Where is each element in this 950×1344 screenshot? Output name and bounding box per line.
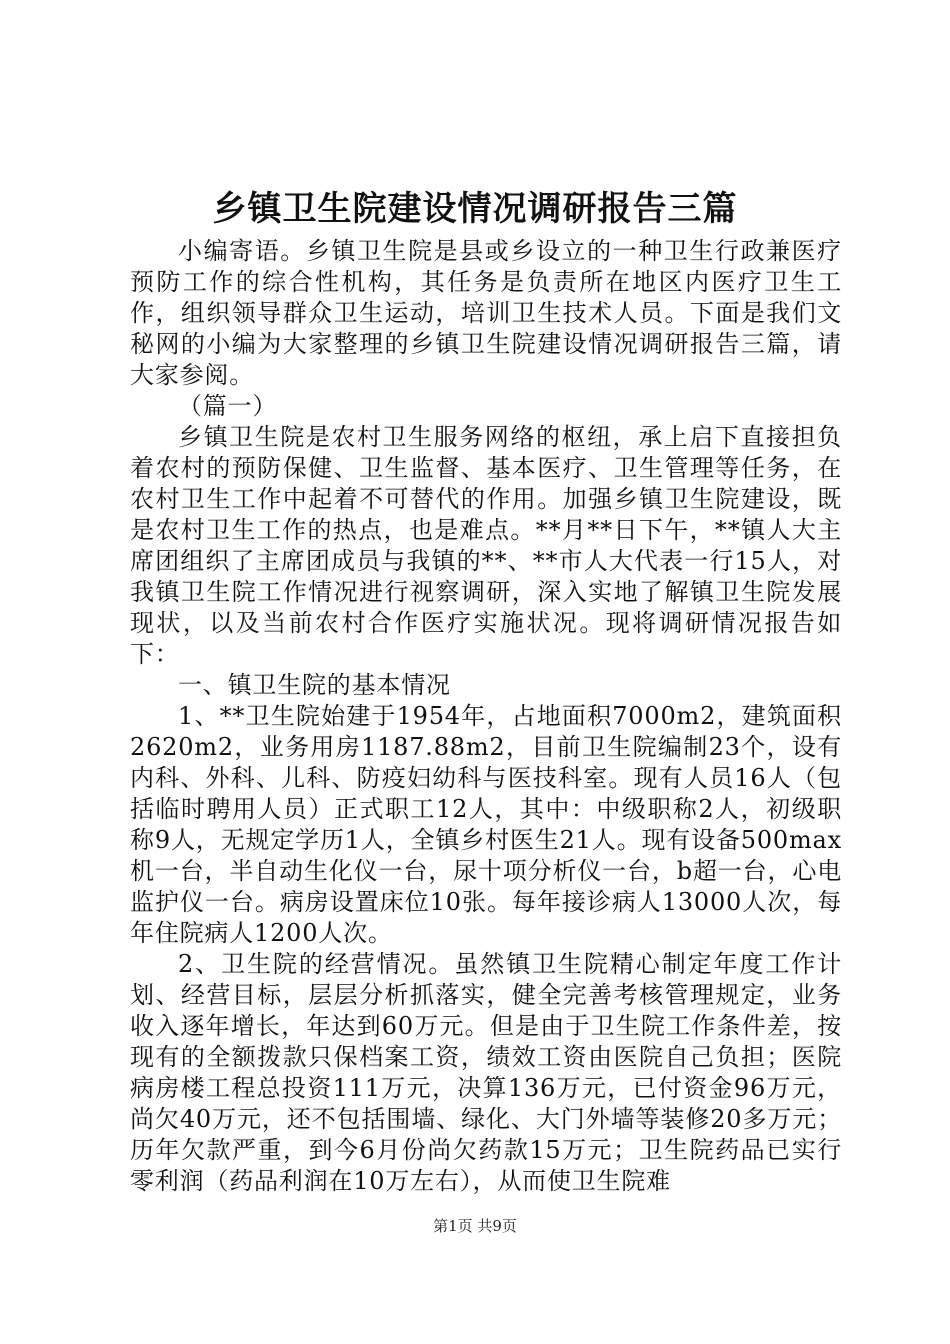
paragraph-operations: 2、卫生院的经营情况。虽然镇卫生院精心制定年度工作计划、经营目标，层层分析抓落实，健全完善考核管理规定，业务收入逐年增长，年达到60万元。但是由于卫生院工作条件差，按现有的全额拨款只保档案工资，绩效工资由医院自己负担；医院病房楼工程总投资111万元，决算136万元，已付资金96万元，尚欠40万元，还不包括围墙、绿化、大门外墙等装修20多万元；历年欠款严重，到今6月份尚欠药款15万元；卫生院药品已实行零利润（药品利润在10万左右），从而使卫生院难 <box>130 950 842 1195</box>
document-body <box>130 236 842 1197</box>
paragraph-intro: 小编寄语。乡镇卫生院是县或乡设立的一种卫生行政兼医疗预防工作的综合性机构，其任务是负责所在地区内医疗卫生工作，组织领导群众卫生运动，培训卫生技术人员。下面是我们文秘网的小编为大家整理的乡镇卫生院建设情况调研报告三篇，请大家参阅。 <box>130 237 842 389</box>
paragraph-overview: 乡镇卫生院是农村卫生服务网络的枢纽，承上启下直接担负着农村的预防保健、卫生监督、基本医疗、卫生管理等任务，在农村卫生工作中起着不可替代的作用。加强乡镇卫生院建设，既是农村卫生工作的热点，也是难点。**月**日下午，**镇人大主席团组织了主席团成员与我镇的**、**市人大代表一行15人，对我镇卫生院工作情况进行视察调研，深入实地了解镇卫生院发展现状，以及当前农村合作医疗实施状况。现将调研情况报告如下： <box>130 423 842 668</box>
paragraph-section-label: （篇一） <box>178 392 278 420</box>
paragraph-basic-info: 1、**卫生院始建于1954年，占地面积7000m2，建筑面积2620m2，业务用房1187.88m2，目前卫生院编制23个，设有内科、外科、儿科、防疫妇幼科与医技科室。现有人员16人（包括临时聘用人员）正式职工12人，其中：中级职称2人，初级职称9人，无规定学历1人，全镇乡村医生21人。现有设备500max机一台，半自动生化仪一台，尿十项分析仪一台，b超一台，心电监护仪一台。病房设置床位10张。每年接诊病人13000人次，每年住院病人1200人次。 <box>130 702 842 947</box>
page-number-footer: 第1页 共9页 <box>433 1217 517 1235</box>
document-title: 乡镇卫生院建设情况调研报告三篇 <box>212 189 738 229</box>
section-heading-basic-info: 一、镇卫生院的基本情况 <box>178 671 451 699</box>
